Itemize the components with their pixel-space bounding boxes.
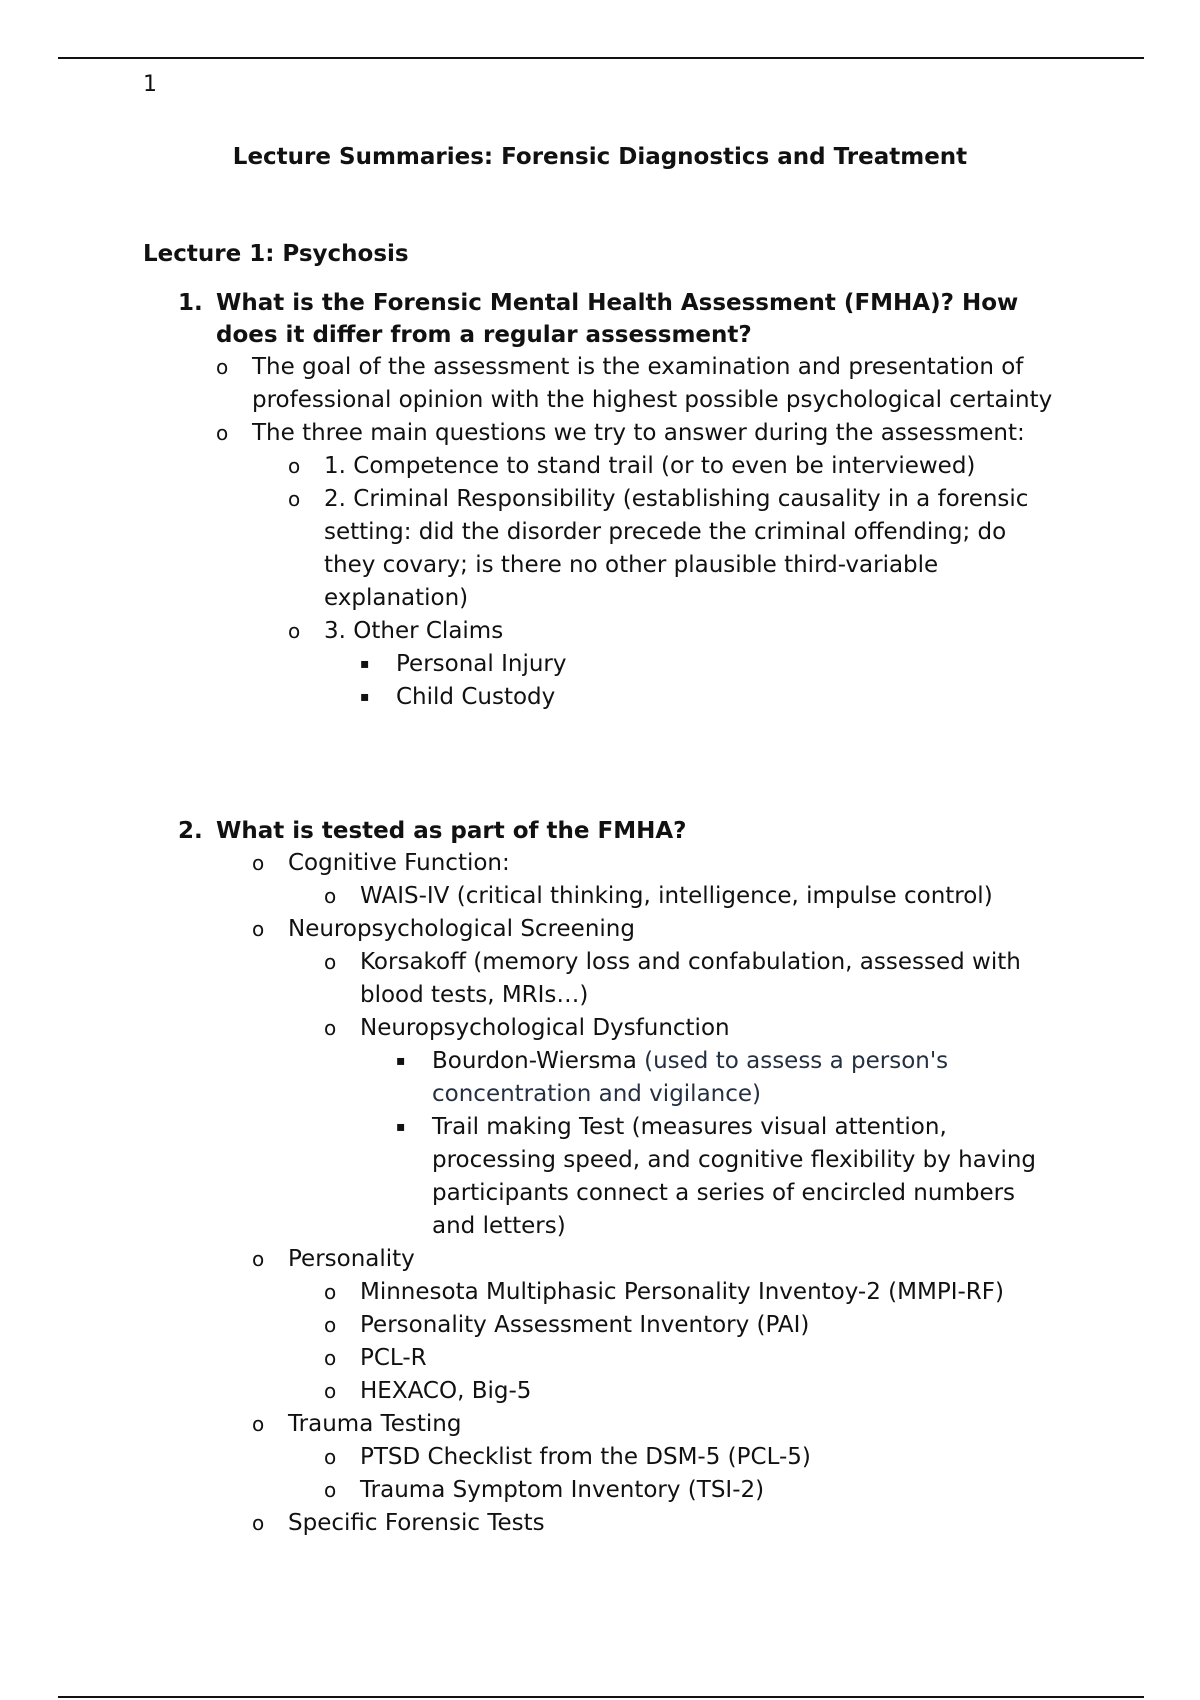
circle-bullet-icon: o	[216, 355, 229, 379]
list-item	[360, 681, 1060, 714]
list-item-text: Personality Assessment Inventory (PAI)	[360, 1312, 810, 1338]
list-item	[252, 1507, 1072, 1540]
list-item	[324, 946, 1064, 1012]
circle-bullet-icon: o	[252, 1511, 265, 1535]
circle-bullet-icon: o	[288, 454, 301, 478]
square-bullet-icon: ▪	[360, 689, 370, 705]
list-item-text: Neuropsychological Screening	[288, 916, 635, 942]
list-item-text: PCL-R	[360, 1345, 427, 1371]
circle-bullet-icon: o	[252, 917, 265, 941]
header-rule	[58, 57, 1144, 59]
circle-bullet-icon: o	[252, 851, 265, 875]
list-item	[324, 880, 1064, 913]
list-item	[216, 351, 1056, 417]
list-item-text: The goal of the assessment is the examination and presentation of professional opinion with the highest possible psychological certainty	[252, 354, 1053, 413]
circle-bullet-icon: o	[288, 619, 301, 643]
list-item	[324, 1309, 1064, 1342]
list-item-text: Trauma Symptom Inventory (TSI-2)	[360, 1477, 765, 1503]
footer-rule	[58, 1696, 1144, 1698]
list-item	[396, 1045, 1056, 1111]
list-item	[324, 1474, 1064, 1507]
square-bullet-icon: ▪	[360, 656, 370, 672]
list-item-text: The three main questions we try to answer during the assessment:	[252, 420, 1025, 446]
list-item-text: Personal Injury	[396, 651, 567, 677]
circle-bullet-icon: o	[324, 1379, 337, 1403]
list-item-text: Trail making Test (measures visual attention, processing speed, and cognitive flexibility by having participants connect a series of encircled numbers and letters)	[432, 1114, 1037, 1239]
list-item	[288, 483, 1058, 615]
list-item	[360, 648, 1060, 681]
circle-bullet-icon: o	[216, 421, 229, 445]
circle-bullet-icon: o	[324, 884, 337, 908]
square-bullet-icon: ▪	[396, 1119, 406, 1135]
list-item	[288, 615, 1058, 648]
circle-bullet-icon: o	[324, 1478, 337, 1502]
list-item	[252, 1408, 1072, 1441]
list-item	[288, 450, 1058, 483]
list-item	[324, 1342, 1064, 1375]
list-item	[324, 1375, 1064, 1408]
circle-bullet-icon: o	[288, 487, 301, 511]
question-1-heading	[0, 287, 1200, 351]
list-item-text: PTSD Checklist from the DSM-5 (PCL-5)	[360, 1444, 811, 1470]
circle-bullet-icon: o	[324, 950, 337, 974]
list-item-text: Minnesota Multiphasic Personality Inventoy-2 (MMPI-RF)	[360, 1279, 1004, 1305]
list-item	[396, 1111, 1056, 1243]
test-name: Bourdon-Wiersma	[432, 1048, 637, 1074]
question-2-section	[0, 815, 1200, 1540]
square-bullet-icon: ▪	[396, 1053, 406, 1069]
list-item-text: WAIS-IV (critical thinking, intelligence, impulse control)	[360, 883, 993, 909]
list-item-text: Specific Forensic Tests	[288, 1510, 545, 1536]
list-item-text: Trauma Testing	[288, 1411, 462, 1437]
document-title: Lecture Summaries: Forensic Diagnostics and Treatment	[232, 144, 968, 170]
question-2-text: What is tested as part of the FMHA?	[216, 818, 687, 844]
list-item-text: Child Custody	[396, 684, 556, 710]
page-number: 1	[143, 72, 157, 97]
circle-bullet-icon: o	[324, 1445, 337, 1469]
circle-bullet-icon: o	[324, 1346, 337, 1370]
list-item-text: Cognitive Function:	[288, 850, 510, 876]
circle-bullet-icon: o	[324, 1313, 337, 1337]
list-item-text	[432, 1045, 1056, 1111]
test-description: (used to assess a person's concentration and vigilance)	[432, 1048, 949, 1107]
list-item	[324, 1012, 1064, 1045]
list-item	[252, 847, 1072, 880]
lecture-heading: Lecture 1: Psychosis	[143, 241, 409, 267]
list-item	[324, 1441, 1064, 1474]
list-item	[324, 1276, 1064, 1309]
question-2-heading	[0, 815, 1200, 847]
list-item	[252, 913, 1072, 946]
question-2-number: 2.	[178, 818, 203, 844]
question-1-section	[0, 287, 1200, 714]
list-item-text: HEXACO, Big-5	[360, 1378, 532, 1404]
question-1-number: 1.	[178, 290, 203, 316]
list-item	[252, 1243, 1072, 1276]
circle-bullet-icon: o	[252, 1247, 265, 1271]
circle-bullet-icon: o	[324, 1280, 337, 1304]
list-item	[216, 417, 1056, 450]
list-item-text: 1. Competence to stand trail (or to even be interviewed)	[324, 453, 976, 479]
circle-bullet-icon: o	[252, 1412, 265, 1436]
question-1-text: What is the Forensic Mental Health Assessment (FMHA)? How does it differ from a regular assessment?	[216, 290, 1019, 348]
list-item-text: Personality	[288, 1246, 415, 1272]
list-item-text: 3. Other Claims	[324, 618, 504, 644]
list-item-text: 2. Criminal Responsibility (establishing causality in a forensic setting: did the disorder precede the criminal offending; do they covary; is there no other plausible third-variable explanation)	[324, 486, 1029, 611]
circle-bullet-icon: o	[324, 1016, 337, 1040]
list-item-text: Neuropsychological Dysfunction	[360, 1015, 730, 1041]
list-item-text: Korsakoff (memory loss and confabulation, assessed with blood tests, MRIs…)	[360, 949, 1021, 1008]
